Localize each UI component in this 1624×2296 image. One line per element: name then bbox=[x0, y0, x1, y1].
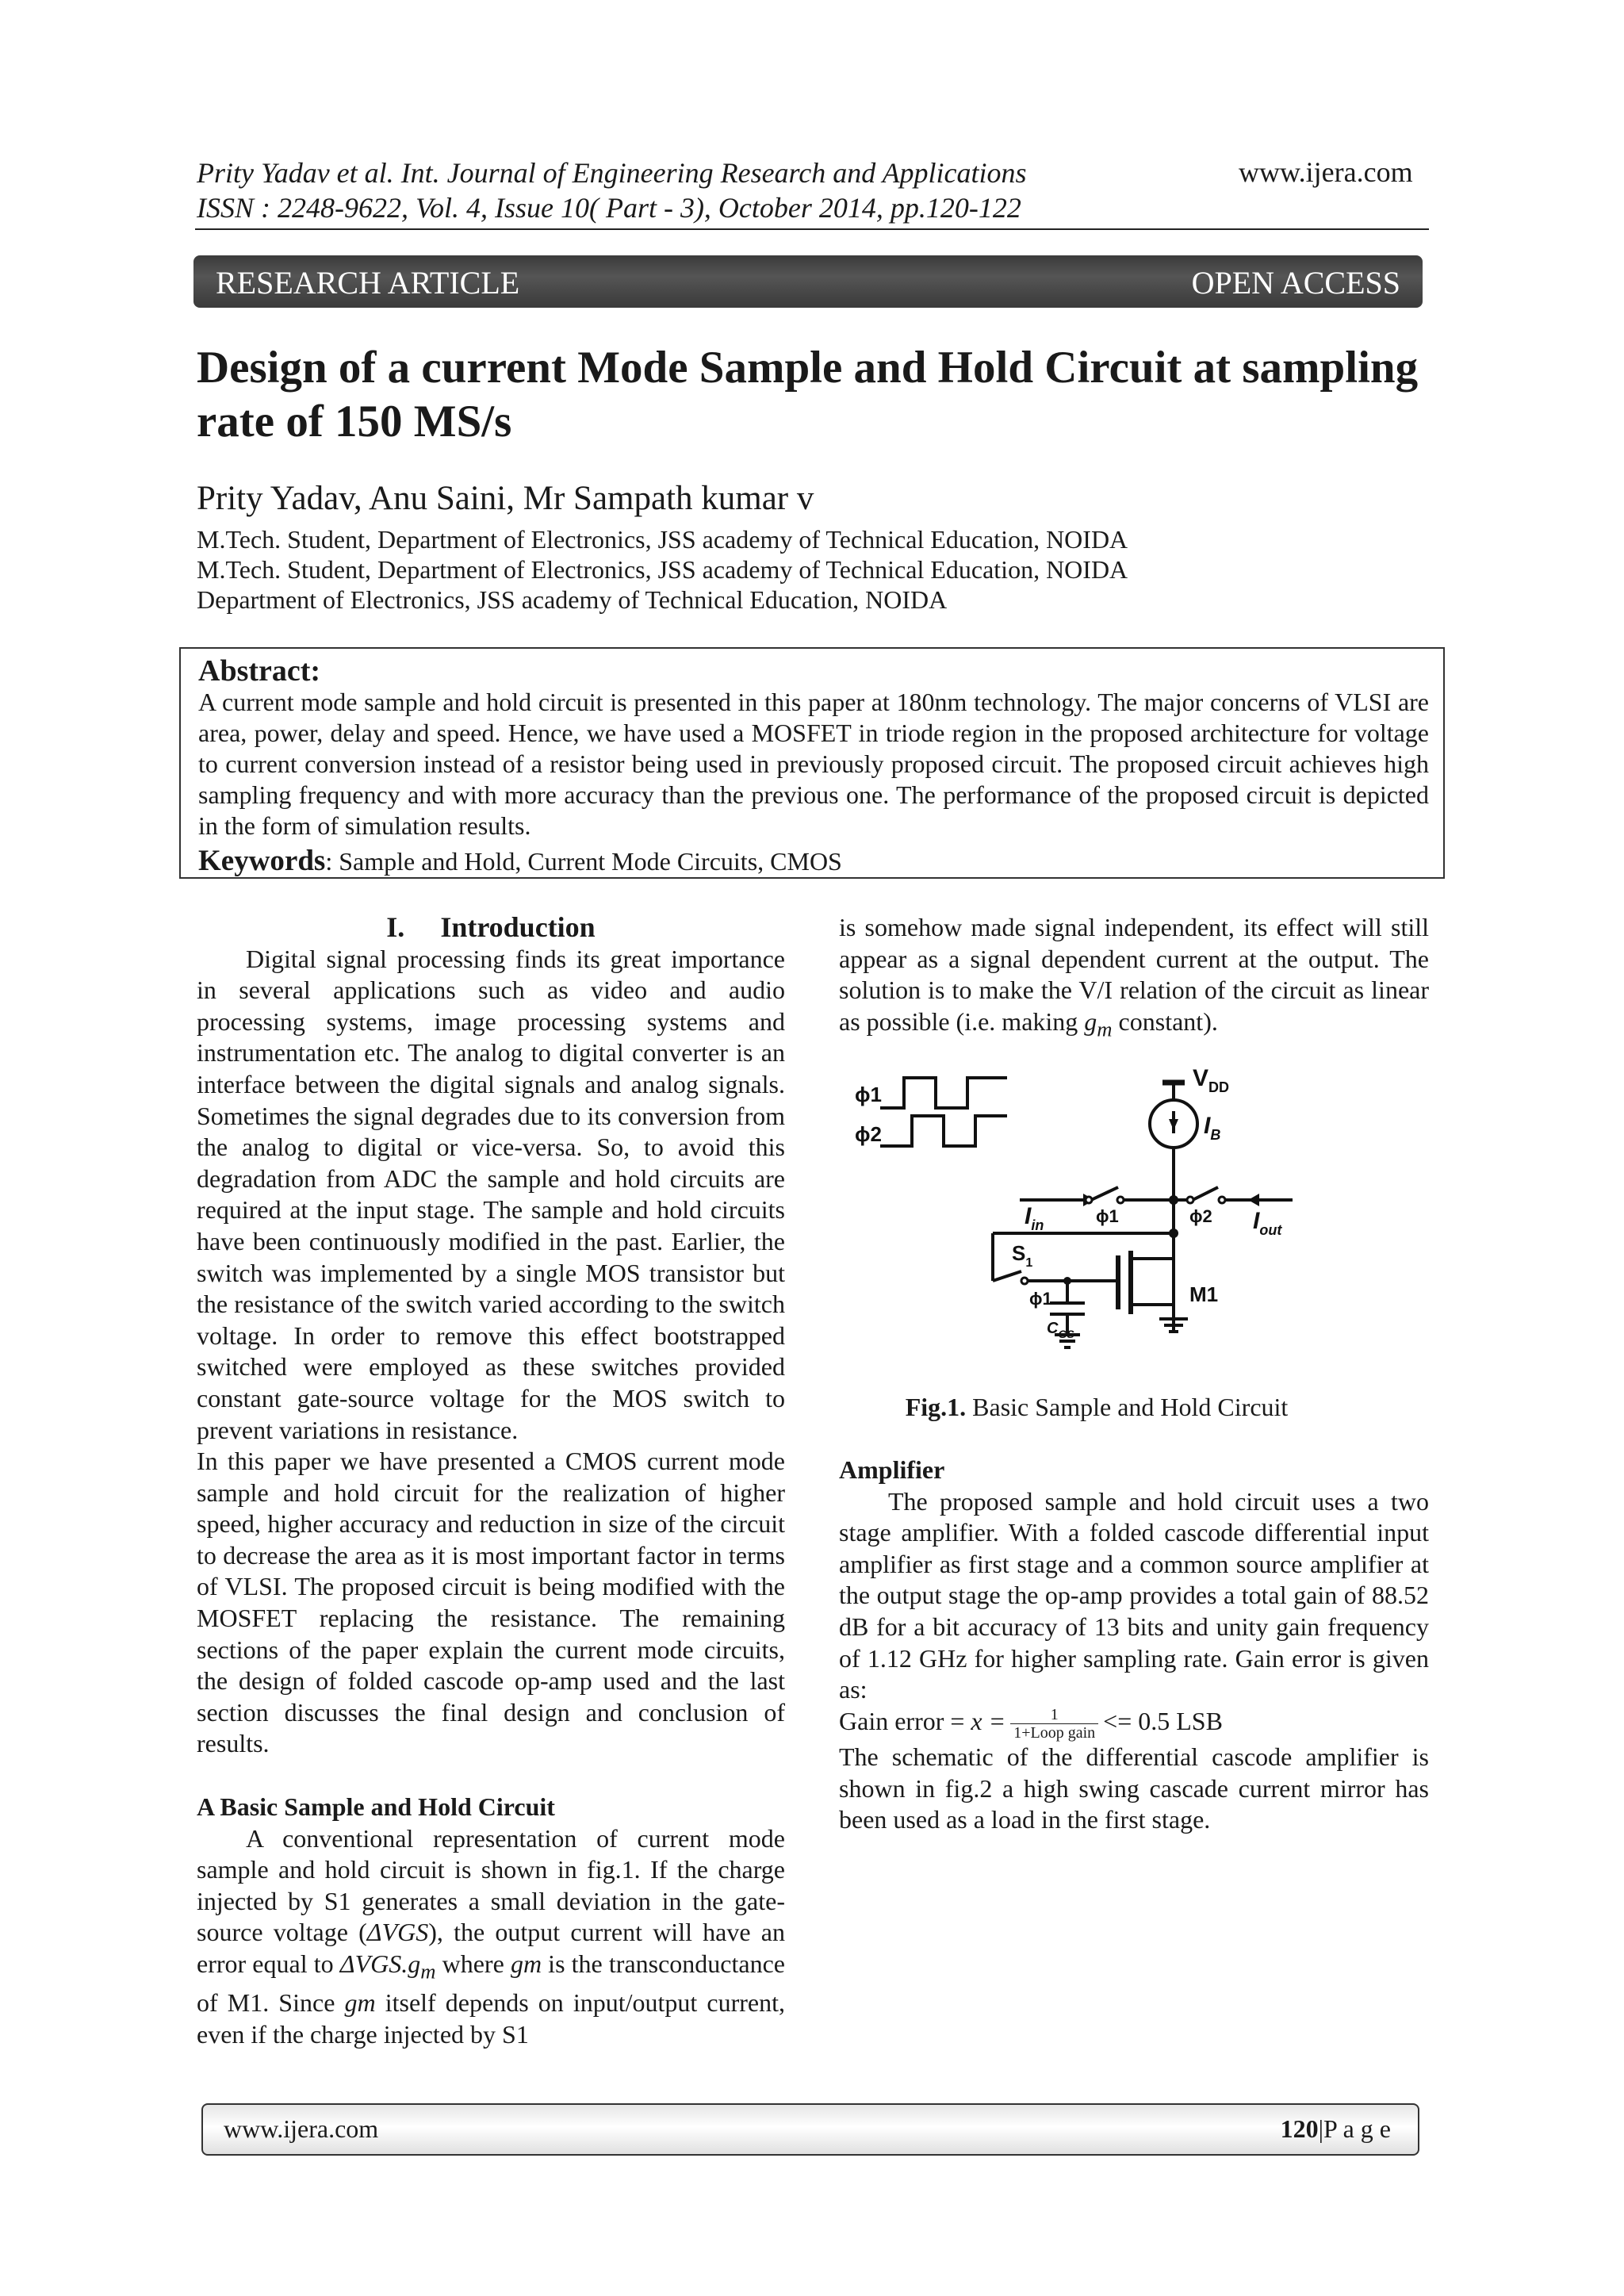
ib-label: $I_B$ bbox=[1204, 1113, 1221, 1143]
journal-citation-line2: ISSN : 2248-9622, Vol. 4, Issue 10( Part - 3), October 2014, pp.120-122 bbox=[197, 192, 1021, 224]
schematic-paragraph: The schematic of the differential cascode amplifier is shown in fig.2 a high swing cascade current mirror has been used as a load in the first stage. bbox=[839, 1742, 1429, 1834]
journal-citation-line1: Prity Yadav et al. Int. Journal of Engineering Research and Applications bbox=[197, 157, 1027, 189]
section-heading-introduction bbox=[197, 912, 785, 944]
phi2-clock-waveform bbox=[880, 1116, 1007, 1146]
left-column bbox=[197, 912, 785, 2050]
iin-label: $I_{in}$ bbox=[1025, 1203, 1044, 1233]
gain-error-equation: Gain error = x = $\frac{1}{\text{1+Loop gain}}$ <= 0.5 LSB bbox=[839, 1705, 1223, 1742]
abstract-text: A current mode sample and hold circuit is presented in this paper at 180nm technology. The major concerns of VLSI are area, power, delay and speed. Hence, we have used a MOSFET in triode region in the proposed architecture for voltage to current conversion instead of a resistor being used in previously proposed circuit. The proposed circuit achieves high sampling frequency and with more accuracy than the previous one. The performance of the proposed circuit is depicted in the form of simulation results. bbox=[198, 688, 1429, 840]
amplifier-heading: Amplifier bbox=[839, 1455, 945, 1484]
m1-label: M1 bbox=[1189, 1282, 1219, 1306]
page-footer bbox=[201, 2103, 1419, 2156]
cgs-label: $C_{GS}$ bbox=[1047, 1320, 1074, 1340]
abstract-box bbox=[179, 647, 1445, 879]
keywords-line bbox=[198, 844, 842, 878]
s1-phi1-label: ϕ1 bbox=[1029, 1289, 1052, 1309]
section-number: I. bbox=[386, 911, 405, 943]
section-title: Introduction bbox=[440, 911, 596, 943]
author-list: Prity Yadav, Anu Saini, Mr Sampath kumar v bbox=[197, 480, 814, 517]
switch-phi2 bbox=[1193, 1187, 1218, 1200]
switch-phi2-label: ϕ2 bbox=[1189, 1206, 1212, 1226]
switch-phi1-label: ϕ1 bbox=[1096, 1206, 1119, 1226]
keywords-text: : Sample and Hold, Current Mode Circuits, CMOS bbox=[325, 847, 842, 876]
switch-phi1 bbox=[1091, 1187, 1118, 1200]
current-source-arrow bbox=[1169, 1119, 1178, 1130]
phi1-clock-waveform bbox=[880, 1078, 1007, 1108]
affiliation-3: Department of Electronics, JSS academy of Technical Education, NOIDA bbox=[197, 585, 948, 614]
abstract-heading: Abstract: bbox=[198, 654, 321, 688]
header-rule bbox=[195, 228, 1429, 230]
article-type-banner bbox=[193, 255, 1423, 308]
subsection-heading-basic-sh: A Basic Sample and Hold Circuit bbox=[197, 1792, 555, 1822]
delta-vgs: ΔVGS bbox=[366, 1918, 429, 1947]
right-column-amplifier bbox=[839, 1455, 1429, 1836]
affiliation-2: M.Tech. Student, Department of Electronics, JSS academy of Technical Education, NOIDA bbox=[197, 555, 1128, 584]
iout-arrowhead bbox=[1248, 1194, 1259, 1206]
journal-website[interactable]: www.ijera.com bbox=[1239, 156, 1413, 188]
paper-title: Design of a current Mode Sample and Hold Circuit at sampling rate of 150 MS/s bbox=[197, 343, 1419, 447]
paragraph-spacer bbox=[197, 1760, 785, 1792]
research-article-label: RESEARCH ARTICLE bbox=[216, 265, 520, 301]
sample-hold-circuit-figure bbox=[848, 1067, 1356, 1384]
phi2-waveform-label: ϕ2 bbox=[855, 1122, 882, 1146]
footer-website[interactable]: www.ijera.com bbox=[224, 2114, 379, 2143]
vdd-label: $V_{DD}$ bbox=[1193, 1067, 1230, 1095]
switch-s1 bbox=[993, 1271, 1021, 1281]
amplifier-paragraph: The proposed sample and hold circuit uses a two stage amplifier. With a folded cascode differential input amplifier as first stage and a common source amplifier at the output stage the op-amp provides a total gain of 88.52 dB for a bit accuracy of 13 bits and unity gain frequency of 1.12 GHz for higher sampling rate. Gain error is given as: bbox=[839, 1486, 1429, 1704]
figure-1-caption: Fig.1. Basic Sample and Hold Circuit bbox=[905, 1393, 1289, 1421]
basic-sh-paragraph: A conventional representation of current mode sample and hold circuit is shown in fig.1. If the charge injected by S1 generates a small deviation in the gate-source voltage (ΔVGS), the output current will have an error equal to $\Delta VGS.g_m$ where gm is the transconductance of M1. Since gm itself depends on input/output current, even if the charge injected by S1 bbox=[197, 1823, 786, 2049]
intro-paragraph-1: Digital signal processing finds its great importance in several applications such as video and audio processing systems, image processing systems and instrumentation etc. The analog to digital converter is an interface between the digital signals and analog signals. Sometimes the signal degrades due to its conversion from the analog to digital or vice-versa. So, to avoid this degradation from ADC the sample and hold circuits are required at the input stage. The sample and hold circuits have been continuously modified in the past. Earlier, the switch was implemented by a single MOS transistor but the resistance of the switch varied according to the switch voltage. In order to remove this effect bootstrapped switched were employed as these switches provided constant gate-source voltage for the MOS switch to prevent variations in resistance. bbox=[197, 944, 785, 1444]
output-node bbox=[1169, 1195, 1178, 1205]
open-access-label: OPEN ACCESS bbox=[1191, 265, 1400, 301]
intro-paragraph-2: In this paper we have presented a CMOS current mode sample and hold circuit for the realization of higher speed, higher accuracy and reduction in size of the circuit to decrease the area as it is most important factor in terms of VLSI. The proposed circuit is being modified with the MOSFET replacing the resistance. The remaining sections of the paper explain the current mode circuits, the design of folded cascode op-amp used and the last section discusses the final design and conclusion of results. bbox=[197, 1447, 785, 1758]
right-column-top bbox=[839, 912, 1429, 1045]
continuation-paragraph: is somehow made signal independent, its effect will still appear as a signal dependent current at the output. The solution is to make the V/I relation of the circuit as linear as possible (i.e. making $g_m$ constant). bbox=[839, 913, 1429, 1041]
gain-error-fraction: $\frac{1}{\text{1+Loop gain}}$ bbox=[1010, 1706, 1098, 1742]
affiliation-1: M.Tech. Student, Department of Electronics, JSS academy of Technical Education, NOIDA bbox=[197, 525, 1128, 554]
footer-page-number: 120|P a g e bbox=[1280, 2114, 1391, 2143]
phi1-waveform-label: ϕ1 bbox=[855, 1083, 882, 1106]
iout-label: $I_{out}$ bbox=[1253, 1208, 1282, 1238]
s1-label: $S_1$ bbox=[1012, 1241, 1033, 1270]
keywords-label: Keywords bbox=[198, 845, 326, 877]
delta-vgs-gm: ΔVGS.g bbox=[339, 1949, 421, 1978]
